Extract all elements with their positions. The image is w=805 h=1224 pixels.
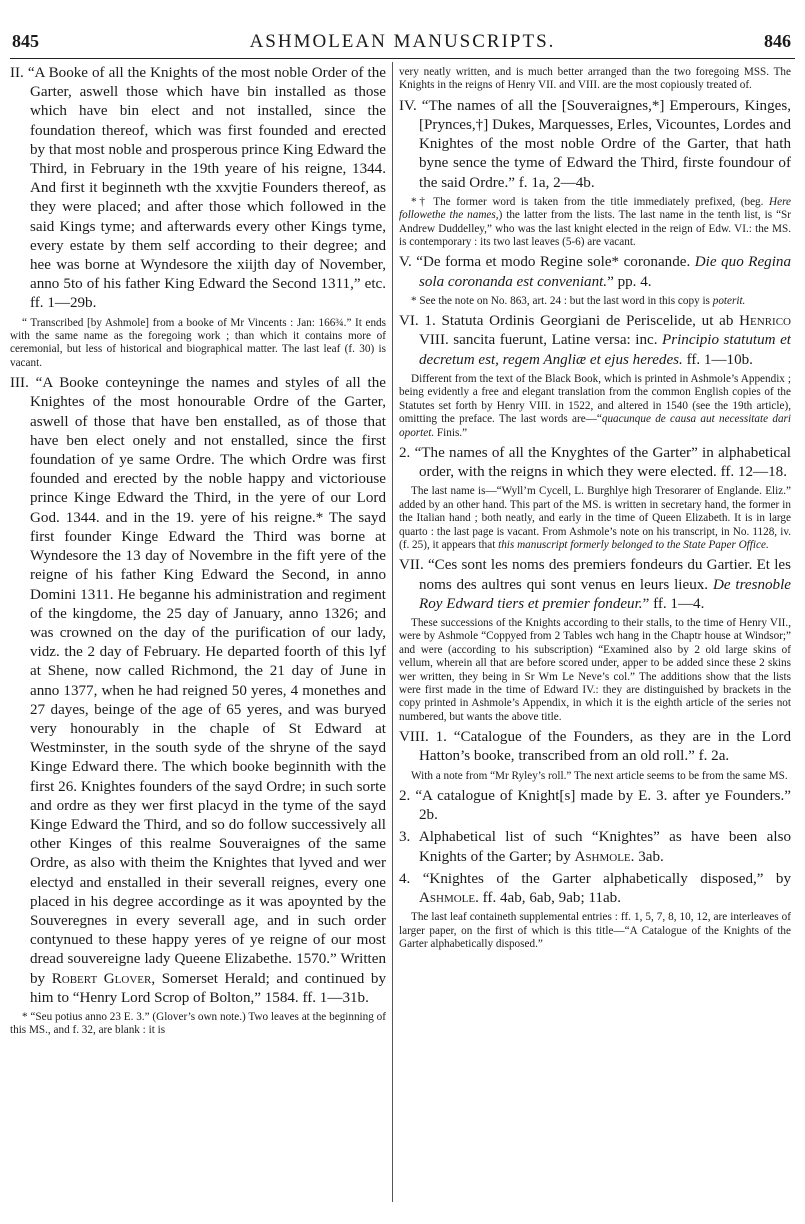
entry-V-italic: Die quo Regina sola coronanda est conveniant. — [419, 254, 791, 290]
entry-VIII-1: VIII. 1. “Catalogue of the Founders, as they are in the Lord Hatton’s booke, transcribed from an old roll.” f. 2a. — [399, 729, 791, 765]
note-V — [399, 295, 791, 308]
left-column — [10, 64, 386, 1214]
entry-VI-smallcaps: Henrico — [739, 313, 791, 330]
note-VII: These successions of the Knights according to their stalls, to the time of Henry VII., were by Ashmole “Coppyed from 2 Tables wch hang in the Chaptr house at Windsor;” and were (according to his subscription) “Examined also by 2 old large skins of vellum, wherein all that are before scored under, apper to be added since these 2 skins wer written, they being in Sr Wm Le Neve’s col.” The additions show that the lists were first made in the time of Edward IV.: they are distinguished by brackets in the copy printed in Ashmole’s Appendix, in which it is the eighth article of the series not numbered, but wants the above title. — [399, 616, 791, 723]
entry-VIII-4 — [399, 870, 791, 908]
note-VIII-4: The last leaf containeth supplemental entries : ff. 1, 5, 7, 8, 10, 12, are interleaves of larger paper, on the first of which is this title—“A Catalogue of the Knights of the Garter alphabetically disposed.” — [399, 911, 791, 951]
note-IV-italic: Here followethe the names, — [399, 195, 791, 222]
entry-V-b: ” pp. 4. — [607, 273, 652, 290]
entry-VIII3-a: 3. Alphabetical list of such “Knightes” as have been also Knights of the Garter; by — [399, 829, 791, 865]
entry-VI-2: 2. “The names of all the Knyghtes of the Garter” in alphabetical order, with the reigns in which they were elected. ff. 12—18. — [399, 444, 791, 481]
note-V-italic: poterit. — [712, 294, 746, 307]
note-VI2-a: The last name is—“Wyll’m Cycell, L. Burghlye high Tresorarer of Englande. Eliz.” added by an other hand. This part of the MS. is written in secretary hand, the former in the Italian hand ; both neatly, and early in the time of Queen Elizabeth. It is in large quarto : the last page is vacant. From Ashmole’s note on his transcript, in No. 1128, iv. (f. 25), it appears that — [399, 485, 791, 551]
note-VI1-b: Finis.” — [434, 426, 468, 439]
entry-VII-a: VII. “Ces sont les noms des premiers fondeurs du Gartier. Et les noms des aultres qui sont venus en leurs lieux. — [399, 557, 791, 593]
note-III-continued: very neatly written, and is much better arranged than the two foregoing MSS. The Knights in the reigns of Henry VII. and VIII. are the most copiously treated of. — [399, 66, 791, 92]
note-VI1-italic: quacunque de causa aut necessitate dari oportet. — [399, 413, 791, 439]
entry-VI-c: ff. 1—10b. — [686, 351, 753, 368]
entry-III — [10, 374, 386, 1008]
entry-III-tail: , Somerset Herald; and continued by him to “Henry Lord Scrop of Bolton,” 1584. ff. 1—31b. — [30, 970, 386, 1006]
entry-III-text: III. “A Booke conteyninge the names and styles of all the Knightes of the most honourable Ordre of the Garter, aswell of those that have ben enstalled, as of those that have ben elect onely and not enstalled, since the first foundation of ye same Ordre. The which Ordre was first founded and erected by the noble happy and victoriouse prince Kinge Edward the Third, in the yere of our Lord God. 1344. and in the 19. yere of his reigne.* The sayd first founder Kinge Edward the Third was borne at Wyndesore the 13 day of Novembre in the fift yere of the reigne of his father King Edward the Second, in anno Domini 1311. He beganne his administration and regiment of the kingdome, the 25 day of January, anno 1326; and was crowned on the day of the purification of our lady, vidz. the 2 day of February. He departed foorth of this lyf at Shene, now called Richmond, the 21 day of June in anno 1377, when he had reigned 50 yeres, 4 monethes and 27 dayes, beinge of the age of 65 yeres, and was buryed very honourably in the chaple of St Edward at Westminster, in the south syde of the shryne of the sayd Kinge Edward there. The which booke beginnith with the first 26. Knightes founders of the sayd Ordre; in such sorte and ordre as they wer first placyd in the tyme of the sayd Kinge Edward the Third, and so do follow successively all other Kinges of this realme Souveraignes of the same Ordre, as also with theim the Knightes that lyved and wer electyd and enstalled in their severall reignes, every one placed in his degree accordinge as it was apoynted by the Souveregnes in every severall age, and in such order contynued to these happy yeres of ye reigne of our most dread souvereigne lady Queene Elizabethe. 1570.” Written by — [10, 375, 386, 987]
column-divider — [392, 62, 393, 1202]
page-header — [0, 22, 805, 52]
note-V-a: * See the note on No. 863, art. 24 : but the last word in this copy is — [411, 294, 710, 307]
entry-VII-italic: De tresnoble Roy Edward tiers et premier fondeur. — [419, 576, 791, 612]
entry-II: II. “A Booke of all the Knights of the most noble Order of the Garter, aswell those which have bin installed as those which have bin elect and not installed, since the foundation thereof, which was first founded and erected by that most noble and prosperous prince King Edward the Third, in February in the 19th yeare of his reigne, 1344. And first it beginneth wth the xxvjtie Founders thereof, as they were placed; and after those which followed in the said Kings tyme; and afterwards every other Kings tyme, every estate by them self according to their degree; and hee was borne at Wyndesore the xiijth day of November, anno 5to of his father King Edward the Second 1311,” etc. ff. 1—29b. — [10, 65, 386, 312]
entry-VIII-2: 2. “A catalogue of Knight[s] made by E. 3. after ye Founders.” 2b. — [399, 788, 791, 824]
entry-V-a: V. “De forma et modo Regine sole* coronande. — [399, 254, 691, 271]
page-number-right: 846 — [764, 31, 791, 51]
entry-VIII3-b: 3ab. — [634, 848, 664, 865]
entry-VI-b: VIII. sancita fuerunt, Latine versa: inc. — [419, 332, 658, 349]
entry-IV: IV. “The names of all the [Souveraignes,*] Emperours, Kinges, [Prynces,†] Dukes, Marquesses, Erles, Vicountes, Lordes and Knightes of the most noble Ordre of the Garter, that hath byne sence the tyme of Edward the Third, firste foundour of the said Ordre.” f. 1a, 2—4b. — [399, 97, 791, 191]
note-IV — [399, 196, 791, 250]
note-VI2-italic: this manuscript formerly belonged to the State Paper Office. — [498, 538, 769, 551]
author-name: Robert Glover — [51, 970, 152, 987]
entry-VIII3-smallcaps: Ashmole. — [574, 848, 635, 865]
running-title: ASHMOLEAN MANUSCRIPTS. — [249, 31, 556, 52]
entry-VIII4-b: ff. 4ab, 6ab, 9ab; 11ab. — [478, 890, 621, 907]
entry-VII — [399, 556, 791, 614]
note-VIII-1: With a note from “Mr Ryley’s roll.” The next article seems to be from the same MS. — [411, 769, 788, 782]
entry-VIII-3 — [399, 828, 791, 866]
entry-VIII4-smallcaps: Ashmole. — [419, 890, 479, 907]
note-VI-2 — [399, 485, 791, 552]
entry-VIII4-a: 4. “Knightes of the Garter alphabetically disposed,” by — [399, 870, 791, 887]
entry-VI-a: VI. 1. Statuta Ordinis Georgiani de Periscelide, ut ab — [399, 313, 734, 330]
right-column — [399, 64, 791, 1214]
note-III: * “Seu potius anno 23 E. 3.” (Glover’s own note.) Two leaves at the beginning of this MS., and f. 32, are blank : it is — [10, 1010, 386, 1037]
entry-VI-italic: Principio statutum et decretum est, regem Angliæ et ejus heredes. — [419, 332, 791, 368]
note-IV-a: *† The former word is taken from the title immediately prefixed, (beg. — [411, 195, 764, 208]
entry-VI-1 — [399, 312, 791, 370]
entry-VII-b: ” ff. 1—4. — [642, 595, 705, 612]
note-VI-1 — [399, 373, 791, 440]
header-rule — [10, 58, 795, 59]
entry-V — [399, 253, 791, 291]
note-II: “ Transcribed [by Ashmole] from a booke of Mr Vincents : Jan: 166¾.” It ends with the same name as the foregoing work ; than which it contains more of ceremonial, but less of historical and biographical matter. The last leaf (f. 30) is vacant. — [10, 316, 386, 369]
note-IV-b: ) the latter from the lists. The last name in the tenth list, is “Sr Andrew Duddelley,” who was the last knight elected in the reign of Edw. VI.: the MS. is contemporary : its two last leaves (5-6) are vacant. — [399, 209, 791, 249]
page-number-left: 845 — [12, 31, 39, 51]
note-VI1-a: Different from the text of the Black Book, which is printed in Ashmole’s Appendix ; being evidently a free and elegant translation from the common English copies of the Statutes set forth by Henry VIII. in 1522, and altered in 1540 (see the 19th article), omitting the preface. The last words are—“ — [399, 372, 791, 426]
